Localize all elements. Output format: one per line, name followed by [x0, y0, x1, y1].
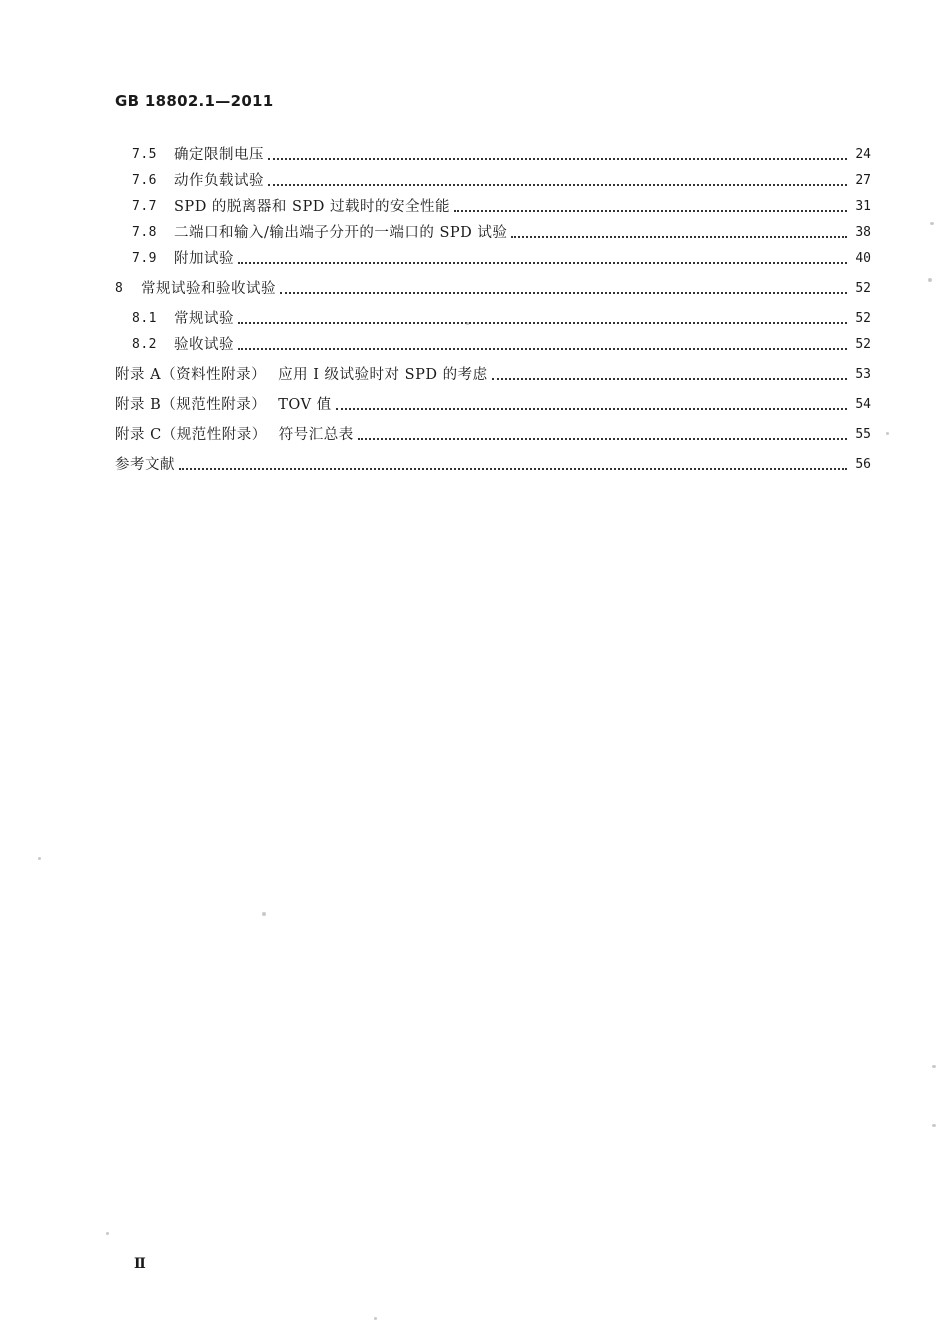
- toc-entry-title: 确定限制电压: [174, 147, 264, 163]
- toc-entry-number: 7.6: [132, 173, 157, 188]
- toc-dot-leader: [238, 347, 847, 350]
- toc-entry-page: 54: [855, 397, 871, 412]
- toc-dot-leader: [238, 261, 847, 264]
- toc-annex-prefix: 附录 C（规范性附录）: [115, 427, 267, 443]
- toc-entry-number: 7.8: [132, 225, 157, 240]
- toc-entry-number: 7.7: [132, 199, 157, 214]
- toc-entry-number: 8: [115, 281, 124, 296]
- toc-dot-leader: [268, 183, 847, 186]
- toc-dot-leader: [179, 467, 847, 470]
- toc-entry-annex-a[interactable]: [115, 358, 871, 384]
- toc-entry-title: 符号汇总表: [278, 427, 354, 443]
- toc-entry-number: 8.1: [132, 311, 157, 326]
- toc-dot-leader: [238, 321, 847, 324]
- toc-entry-page: 38: [855, 225, 871, 240]
- scan-speck: [466, 322, 469, 325]
- toc-entry-title: 二端口和输入/输出端子分开的一端口的 SPD 试验: [174, 225, 508, 241]
- scan-speck: [262, 912, 266, 916]
- toc-entry-title: TOV 值: [278, 397, 332, 413]
- toc-entry-8-2[interactable]: [115, 328, 871, 354]
- toc-entry-page: 24: [855, 147, 871, 162]
- scan-speck: [106, 1232, 109, 1235]
- toc-entry-8-1[interactable]: [115, 302, 871, 328]
- toc-dot-leader: [511, 235, 847, 238]
- toc-entry-title: 常规试验和验收试验: [141, 281, 276, 297]
- toc-entry-8[interactable]: [115, 272, 871, 298]
- toc-annex-prefix: 附录 B（规范性附录）: [115, 397, 267, 413]
- table-of-contents: [115, 138, 871, 474]
- scan-speck: [930, 222, 934, 225]
- page-number-footer: Ⅱ: [134, 1256, 146, 1272]
- toc-entry-page: 40: [855, 251, 871, 266]
- scan-speck: [38, 857, 41, 860]
- toc-entry-number: 8.2: [132, 337, 157, 352]
- toc-entry-page: 31: [855, 199, 871, 214]
- toc-entry-7-5[interactable]: [115, 138, 871, 164]
- scan-speck: [886, 432, 889, 435]
- toc-entry-7-7[interactable]: [115, 190, 871, 216]
- toc-entry-7-8[interactable]: [115, 216, 871, 242]
- toc-entry-page: 55: [855, 427, 871, 442]
- toc-entry-annex-c[interactable]: [115, 418, 871, 444]
- scan-speck: [932, 1124, 936, 1127]
- toc-entry-page: 53: [855, 367, 871, 382]
- toc-entry-7-9[interactable]: [115, 242, 871, 268]
- toc-dot-leader: [280, 291, 847, 294]
- toc-dot-leader: [492, 377, 847, 380]
- toc-entry-title: 验收试验: [174, 337, 234, 353]
- toc-entry-bibliography[interactable]: [115, 448, 871, 474]
- scan-speck: [928, 278, 932, 282]
- toc-entry-title: 应用 I 级试验时对 SPD 的考虑: [278, 367, 488, 383]
- toc-dot-leader: [336, 407, 847, 410]
- toc-dot-leader: [358, 437, 847, 440]
- scan-speck: [932, 1065, 936, 1068]
- toc-entry-title: SPD 的脱离器和 SPD 过载时的安全性能: [174, 199, 450, 215]
- toc-entry-title: 常规试验: [174, 311, 234, 327]
- toc-entry-title: 附加试验: [174, 251, 234, 267]
- toc-dot-leader: [454, 209, 847, 212]
- toc-entry-page: 56: [855, 457, 871, 472]
- toc-entry-page: 52: [855, 281, 871, 296]
- standard-id-header: GB 18802.1—2011: [115, 92, 274, 110]
- scan-speck: [374, 1317, 377, 1320]
- toc-entry-7-6[interactable]: [115, 164, 871, 190]
- toc-entry-annex-b[interactable]: [115, 388, 871, 414]
- toc-entry-page: 52: [855, 311, 871, 326]
- toc-entry-number: 7.5: [132, 147, 157, 162]
- toc-entry-page: 52: [855, 337, 871, 352]
- toc-dot-leader: [268, 157, 847, 160]
- toc-entry-title: 动作负载试验: [174, 173, 264, 189]
- toc-entry-page: 27: [855, 173, 871, 188]
- toc-entry-title: 参考文献: [115, 457, 175, 473]
- toc-annex-prefix: 附录 A（资料性附录）: [115, 367, 267, 383]
- toc-entry-number: 7.9: [132, 251, 157, 266]
